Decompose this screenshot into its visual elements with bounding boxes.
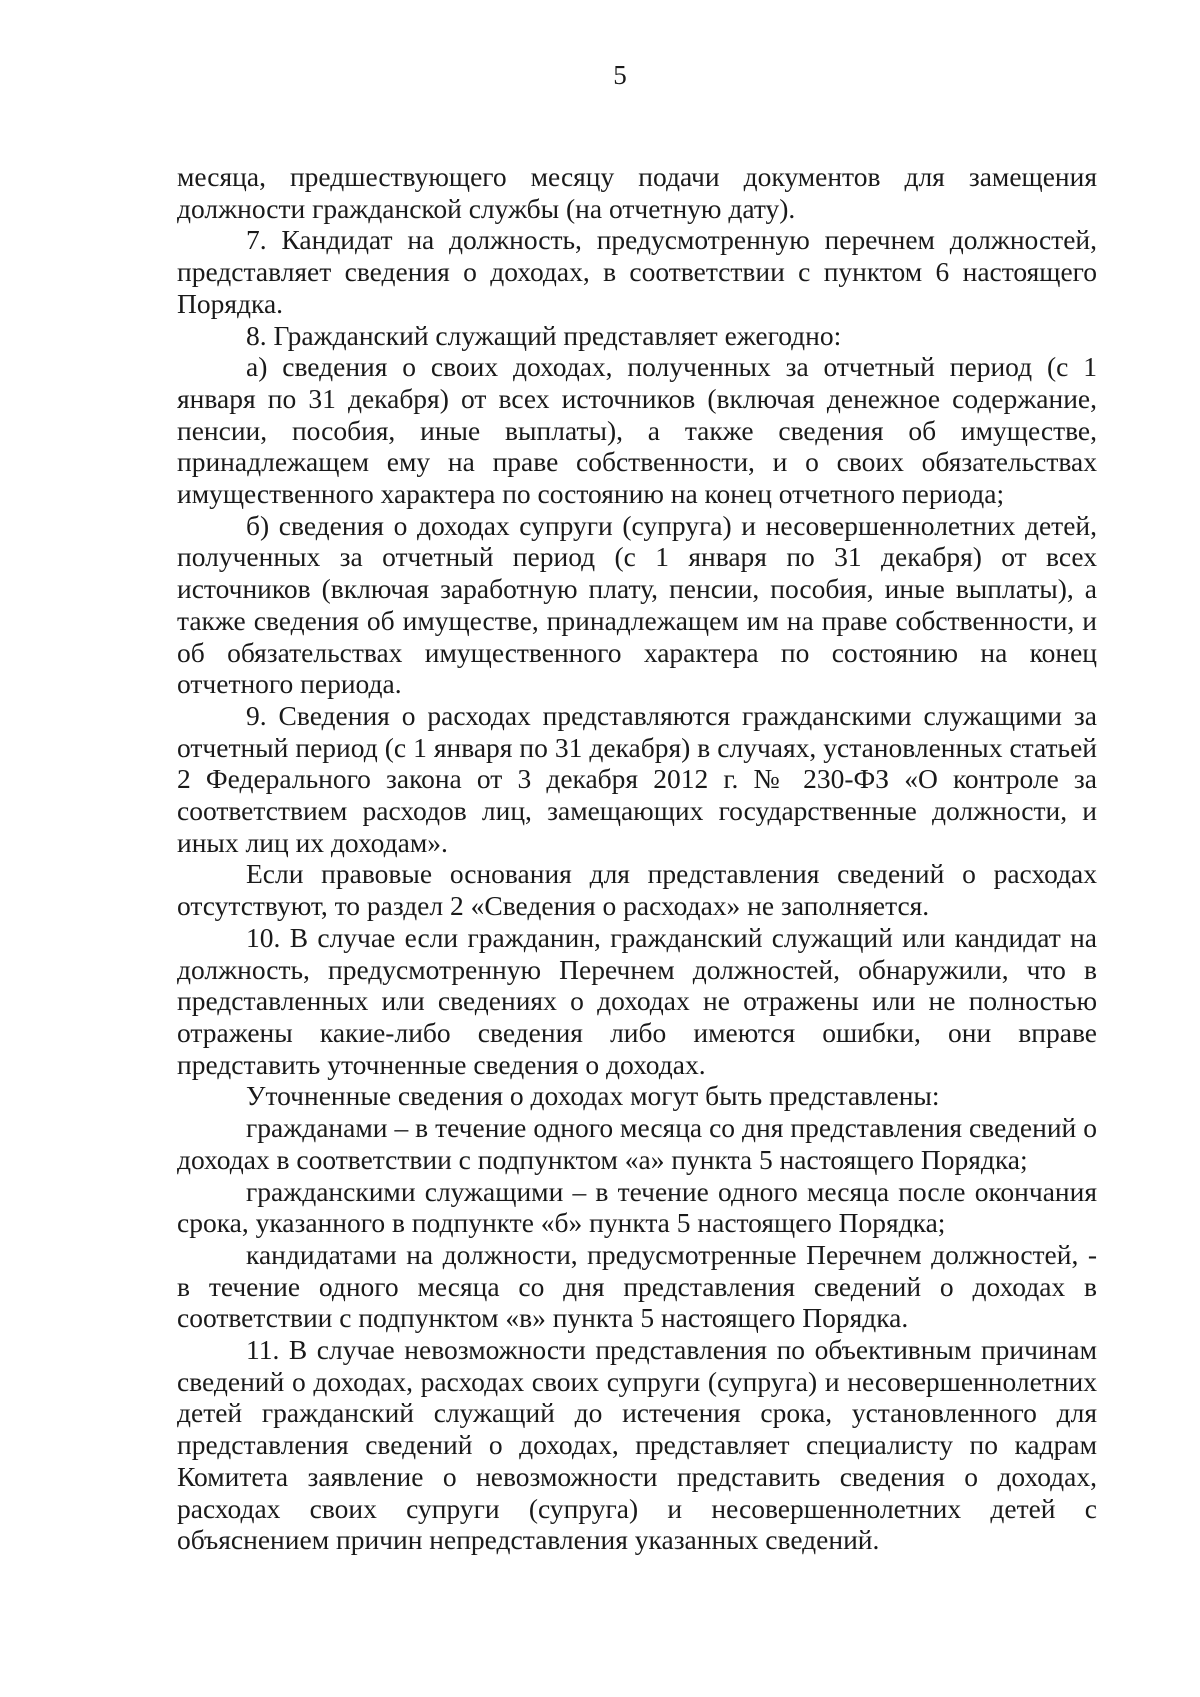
paragraph: б) сведения о доходах супруги (супруга) и несовершеннолетних детей, полученных за отчетный период (с 1 января по 31 декабря) от всех источников (включая заработную плату, пенсии, пособия, иные выплаты), а также сведения об имуществе, принадлежащем им на праве собственности, и об обязательствах имущественного характера по состоянию на конец отчетного периода. [177,509,1097,700]
paragraph: а) сведения о своих доходах, полученных за отчетный период (с 1 января по 31 декабря) от всех источников (включая денежное содержание, пенсии, пособия, иные выплаты), а также сведения об имуществе, принадлежащем ему на праве собственности, и о своих обязательствах имущественного характера по состоянию на конец отчетного периода; [177,351,1097,510]
paragraph: 7. Кандидат на должность, предусмотренную перечнем должностей, представляет сведения о доходах, в соответствии с пунктом 6 настоящего Порядка. [177,224,1097,319]
paragraph: 8. Гражданский служащий представляет ежегодно: [246,319,842,351]
page-number: 5 [613,60,627,90]
paragraph: гражданскими служащими – в течение одного месяца после окончания срока, указанного в подпункте «б» пункта 5 настоящего Порядка; [177,1175,1097,1239]
document-body [177,161,1097,1556]
paragraph: Уточненные сведения о доходах могут быть представлены: [246,1080,940,1112]
paragraph: месяца, предшествующего месяцу подачи документов для замещения должности гражданской службы (на отчетную дату). [177,161,1097,224]
paragraph: 9. Сведения о расходах представляются гражданскими служащими за отчетный период (с 1 января по 31 декабря) в случаях, установленных статьей 2 Федерального закона от 3 декабря 2012 г. № 230-ФЗ «О контроле за соответствием расходов лиц, замещающих государственные должности, и иных лиц их доходам». [177,699,1097,858]
paragraph: 11. В случае невозможности представления по объективным причинам сведений о доходах, расходах своих супруги (супруга) и несовершеннолетних детей гражданский служащий до истечения срока, установленного для представления сведений о доходах, представляет специалисту по кадрам Комитета заявление о невозможности представить сведения о доходах, расходах своих супруги (супруга) и несовершеннолетних детей с объяснением причин непредставления указанных сведений. [177,1334,1097,1556]
paragraph: кандидатами на должности, предусмотренные Перечнем должностей, - в течение одного месяца со дня представления сведений о доходах в соответствии с подпунктом «в» пункта 5 настоящего Порядка. [177,1238,1097,1334]
paragraph: 10. В случае если гражданин, гражданский служащий или кандидат на должность, предусмотренную Перечнем должностей, обнаружили, что в представленных или сведениях о доходах не отражены или не полностью отражены какие-либо сведения либо имеются ошибки, они вправе представить уточненные сведения о доходах. [177,921,1097,1080]
paragraph: гражданами – в течение одного месяца со дня представления сведений о доходах в соответствии с подпунктом «а» пункта 5 настоящего Порядка; [177,1112,1097,1175]
paragraph: Если правовые основания для представления сведений о расходах отсутствуют, то раздел 2 «Сведения о расходах» не заполняется. [177,858,1097,922]
